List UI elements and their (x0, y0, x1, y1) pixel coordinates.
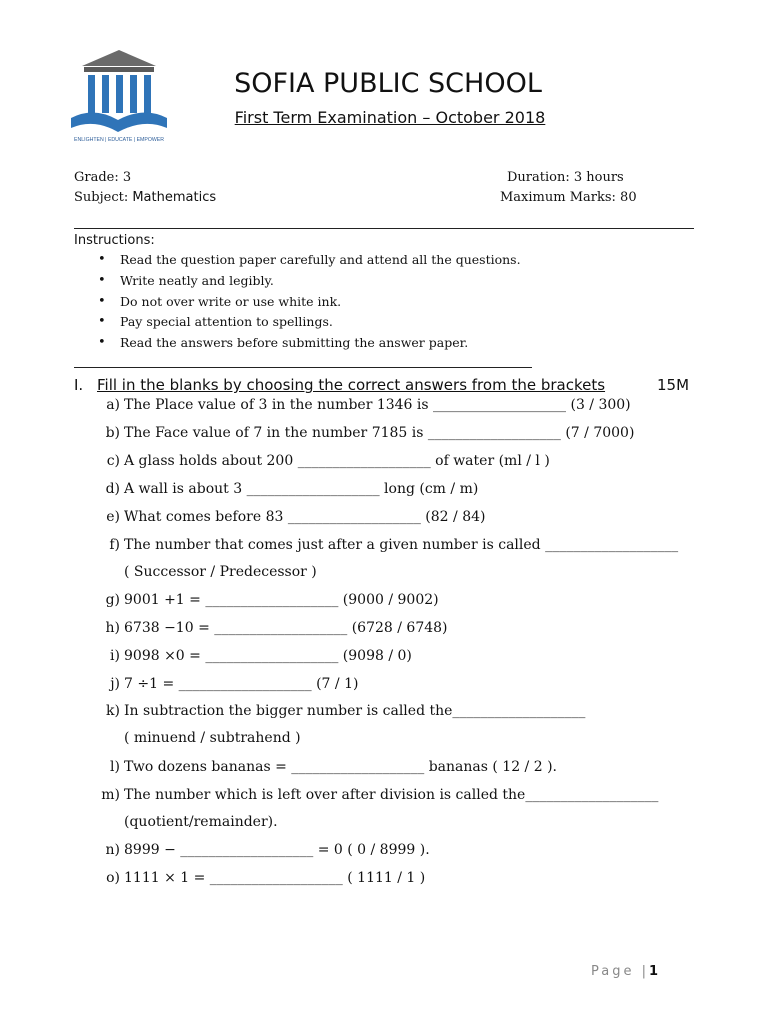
instructions-title: Instructions: (74, 233, 155, 248)
question-label: f) (109, 537, 120, 553)
instruction-item: • Read the question paper carefully and attend all the questions. (120, 252, 521, 273)
question-label: b) (105, 425, 120, 441)
school-name: SOFIA PUBLIC SCHOOL (234, 68, 542, 99)
question-text: The number which is left over after division is called the___________________ (124, 787, 659, 803)
question-label: o) (106, 870, 120, 886)
question-text: A wall is about 3 ___________________ long (cm / m) (124, 481, 479, 497)
question-label: l) (110, 759, 120, 775)
page-number: 1 (648, 964, 659, 979)
subject-label: Subject: (74, 190, 133, 205)
question-text: Two dozens bananas = ___________________ bananas ( 12 / 2 ). (124, 759, 557, 775)
instruction-item: • Read the answers before submitting the answer paper. (120, 335, 521, 356)
header-divider (74, 228, 694, 229)
instruction-item: • Write neatly and legibly. (120, 273, 521, 294)
section-title: Fill in the blanks by choosing the correct answers from the brackets (97, 376, 606, 394)
question-text: The number that comes just after a given number is called ___________________ (124, 537, 679, 553)
question-label: m) (101, 787, 120, 803)
instructions-divider (74, 367, 532, 368)
question-options: ( Successor / Predecessor ) (124, 564, 317, 580)
question-label: n) (105, 842, 120, 858)
question-label: h) (105, 620, 120, 636)
question-label: e) (106, 509, 120, 525)
page-label: Page | (591, 964, 649, 979)
logo-tagline: ENLIGHTEN | EDUCATE | EMPOWER (74, 137, 164, 143)
question-options: (quotient/remainder). (124, 814, 278, 830)
duration-label: Duration: 3 hours (507, 170, 624, 185)
question-text: 7 ÷1 = ___________________ (7 / 1) (124, 676, 359, 692)
question-text: A glass holds about 200 ___________________ of water (ml / l ) (124, 453, 550, 469)
question-label: i) (110, 648, 120, 664)
question-text: 9098 ×0 = ___________________ (9098 / 0) (124, 648, 412, 664)
question-label: d) (105, 481, 120, 497)
page-footer (591, 964, 658, 979)
grade-label: Grade: 3 (74, 170, 132, 185)
question-text: The Face value of 7 in the number 7185 is ___________________ (7 / 7000) (124, 425, 635, 441)
instruction-item: • Do not over write or use white ink. (120, 294, 521, 315)
subject-value: Mathematics (132, 190, 217, 205)
question-label: g) (105, 592, 120, 608)
logo-roof-icon (82, 50, 156, 66)
question-options: ( minuend / subtrahend ) (124, 730, 301, 746)
question-label: j) (110, 676, 120, 692)
question-text: 1111 × 1 = ___________________ ( 1111 / 1 ) (124, 870, 426, 886)
section-marks: 15M (657, 376, 690, 394)
max-marks-label: Maximum Marks: 80 (500, 190, 637, 205)
question-label: k) (106, 703, 120, 719)
question-label: a) (106, 397, 120, 413)
question-text: The Place value of 3 in the number 1346 is ___________________ (3 / 300) (124, 397, 631, 413)
question-text: In subtraction the bigger number is called the___________________ (124, 703, 586, 719)
instruction-item: • Pay special attention to spellings. (120, 314, 521, 335)
question-text: 6738 −10 = ___________________ (6728 / 6748) (124, 620, 448, 636)
instructions-list (74, 252, 521, 356)
question-text: What comes before 83 ___________________ (82 / 84) (124, 509, 486, 525)
question-text: 8999 − ___________________ = 0 ( 0 / 8999 ). (124, 842, 430, 858)
section-number: I. (74, 376, 84, 394)
exam-title: First Term Examination – October 2018 (234, 108, 546, 127)
question-label: c) (106, 453, 120, 469)
subject-line (74, 190, 216, 205)
question-text: 9001 +1 = ___________________ (9000 / 9002) (124, 592, 439, 608)
